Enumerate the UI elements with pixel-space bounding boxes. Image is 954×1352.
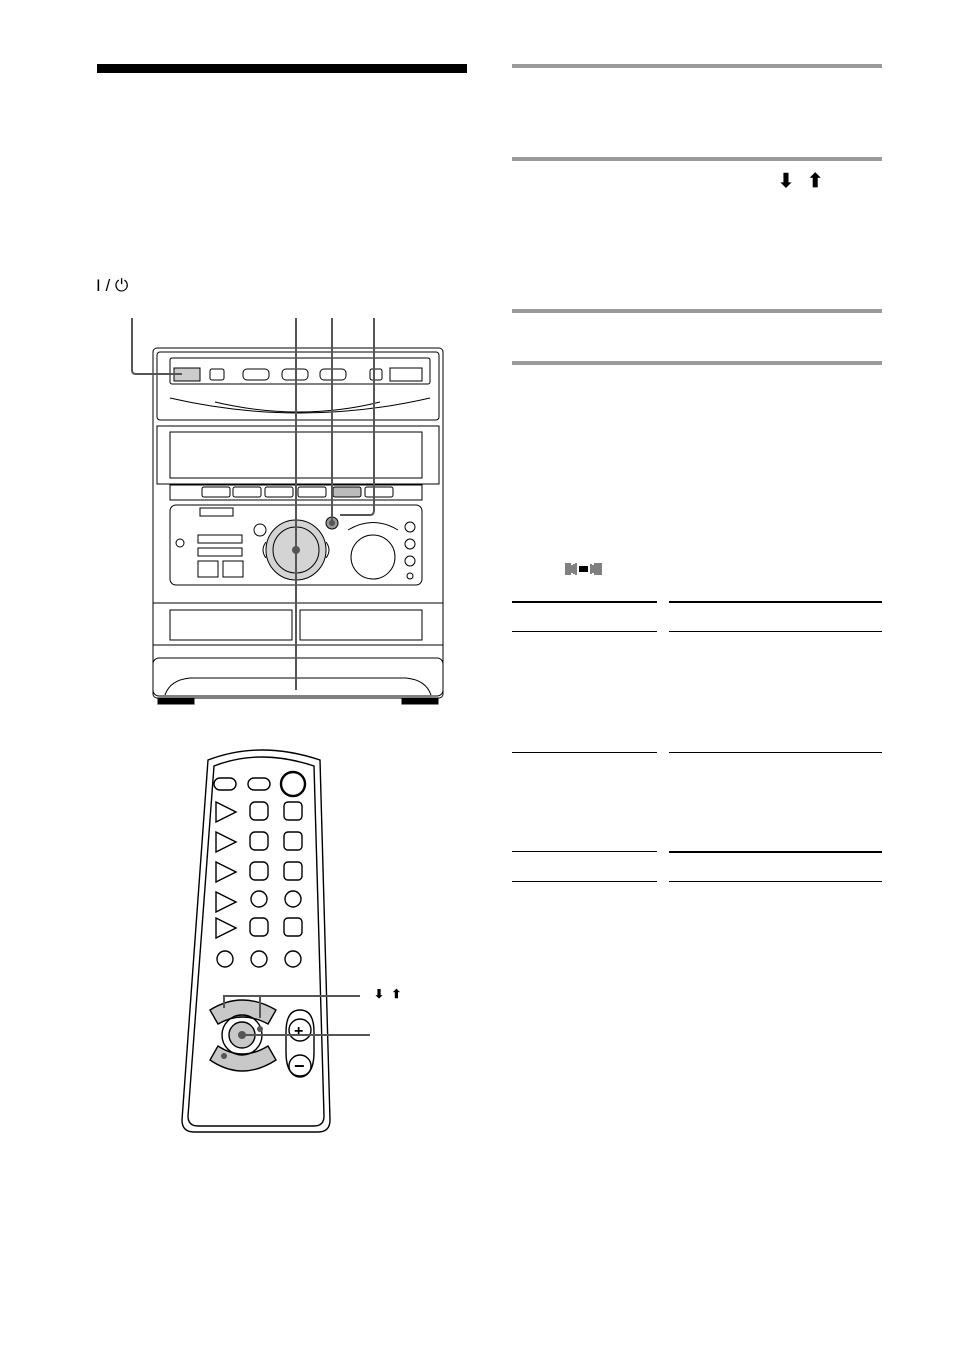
stereo-unit-illustration bbox=[120, 310, 460, 710]
step-rule-3 bbox=[512, 309, 882, 313]
step-rule-4 bbox=[512, 361, 882, 365]
section-heading-bar bbox=[97, 64, 467, 73]
svg-text:+: + bbox=[294, 1023, 304, 1040]
spectrum-display-icon bbox=[565, 562, 605, 576]
remote-control-illustration bbox=[180, 740, 430, 1140]
step-rule-1 bbox=[512, 64, 882, 68]
step-arrows: ⬇ ⬆ bbox=[778, 171, 828, 192]
svg-text:−: − bbox=[294, 1056, 305, 1076]
step-rule-2 bbox=[512, 157, 882, 161]
power-symbol-label: I / ⏻ bbox=[96, 276, 129, 295]
remote-arrow-label: ⬇ ⬆ bbox=[374, 987, 404, 1001]
